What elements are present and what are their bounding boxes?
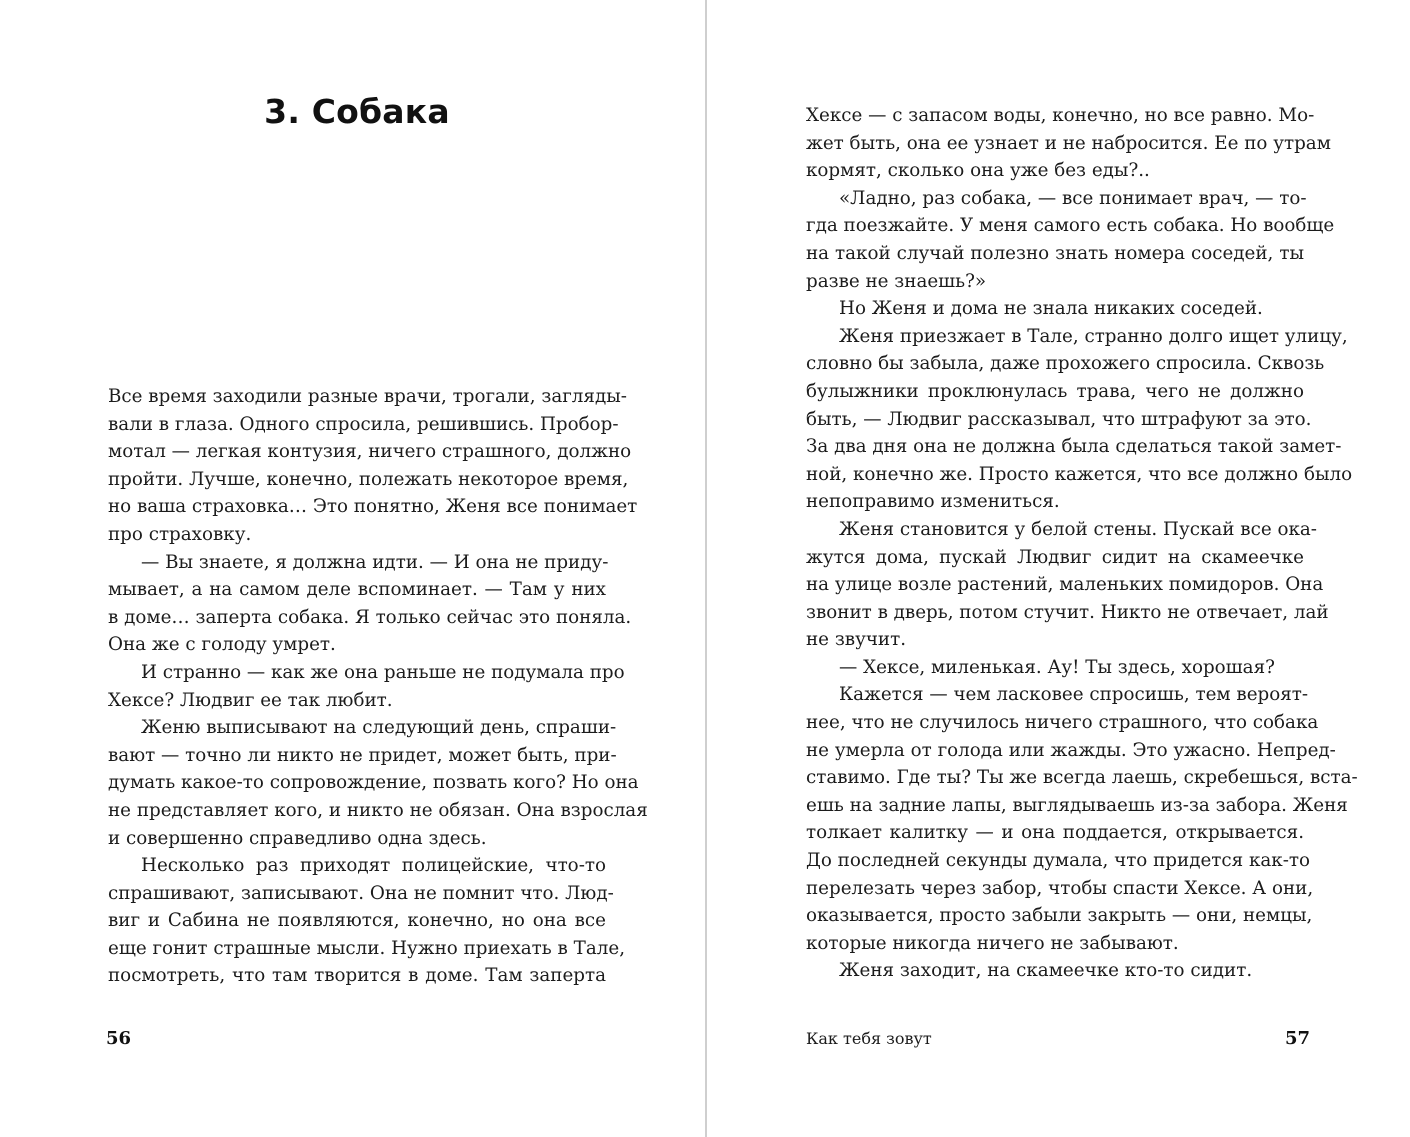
text-line: не представляет кого, и никто не обязан. Она взрослая xyxy=(108,799,648,821)
text-line: Женю выписывают на следующий день, спраши- xyxy=(141,717,617,739)
text-line: быть, — Людвиг рассказывал, что штрафуют за это. xyxy=(806,408,1312,430)
text-line: ставимо. Где ты? Ты же всегда лаешь, скребешься, вста- xyxy=(806,767,1358,789)
text-line: Она же с голоду умрет. xyxy=(108,634,336,656)
text-line: не звучит. xyxy=(806,629,907,651)
text-line: До последней секунды думала, что придется как-то xyxy=(806,850,1311,872)
text-line: не умерла от голода или жажды. Это ужасно. Непред- xyxy=(806,739,1336,761)
text-line: За два дня она не должна была сделаться такой замет- xyxy=(806,436,1342,458)
text-line: Кажется — чем ласковее спросишь, тем вероят- xyxy=(839,684,1309,706)
text-line: Женя приезжает в Тале, странно долго ищет улицу, xyxy=(839,325,1348,347)
text-line: но ваша страховка… Это понятно, Женя все понимает xyxy=(108,496,638,518)
text-line: и совершенно справедливо одна здесь. xyxy=(108,827,487,849)
text-line: разве не знаешь?» xyxy=(806,270,987,292)
text-line: жутся дома, пускай Людвиг сидит на скамеечке xyxy=(806,546,1304,568)
text-line: пройти. Лучше, конечно, полежать некоторое время, xyxy=(108,468,629,490)
text-line: которые никогда ничего не забывают. xyxy=(806,932,1179,954)
text-line: в доме… заперта собака. Я только сейчас это поняла. xyxy=(108,606,632,628)
text-line: Все время заходили разные врачи, трогали, загляды- xyxy=(108,386,627,407)
text-line: словно бы забыла, даже прохожего спросила. Сквозь xyxy=(806,353,1325,375)
text-line: булыжники проклюнулась трава, чего не должно xyxy=(806,380,1304,402)
text-line: виг и Сабина не появляются, конечно, но она все xyxy=(108,910,606,932)
text-line: — Хексе, миленькая. Ау! Ты здесь, хорошая? xyxy=(839,656,1275,678)
chapter-title: 3. Собака xyxy=(264,92,450,131)
running-title: Как тебя зовут xyxy=(806,1029,932,1048)
page-number-left: 56 xyxy=(106,1028,132,1049)
text-line: мывает, а на самом деле вспоминает. — Там у них xyxy=(108,579,606,601)
left-page-text xyxy=(108,383,648,990)
text-line: вали в глаза. Одного спросила, решившись. Пробор- xyxy=(108,413,619,435)
text-line: Но Женя и дома не знала никаких соседей. xyxy=(839,298,1263,320)
page-number-right: 57 xyxy=(1285,1028,1311,1049)
text-line: ешь на задние лапы, выглядываешь из-за забора. Женя xyxy=(806,794,1348,816)
text-line: на такой случай полезно знать номера соседей, ты xyxy=(806,242,1304,264)
text-line: — Вы знаете, я должна идти. — И она не приду- xyxy=(141,551,609,573)
right-page xyxy=(707,0,1410,1137)
text-line: толкает калитку — и она поддается, открывается. xyxy=(806,822,1304,844)
text-line: ной, конечно же. Просто кажется, что все должно было xyxy=(806,463,1353,485)
text-line: нее, что не случилось ничего страшного, что собака xyxy=(806,712,1319,734)
text-line: мотал — легкая контузия, ничего страшного, должно xyxy=(108,441,632,463)
text-line: перелезать через забор, чтобы спасти Хексе. А они, xyxy=(806,877,1314,899)
text-line: Несколько раз приходят полицейские, что-то xyxy=(141,855,606,877)
text-line: И странно — как же она раньше не подумала про xyxy=(141,661,625,683)
text-line: думать какое-то сопровождение, позвать кого? Но она xyxy=(108,772,639,794)
text-line: гда поезжайте. У меня самого есть собака. Но вообще xyxy=(806,215,1335,237)
text-line: жет быть, она ее узнает и не набросится. Ее по утрам xyxy=(806,132,1331,154)
text-line: вают — точно ли никто не придет, может быть, при- xyxy=(108,744,617,766)
text-line: еще гонит страшные мысли. Нужно приехать в Тале, xyxy=(108,937,625,959)
text-line: на улице возле растений, маленьких помидоров. Она xyxy=(806,574,1324,596)
text-line: Женя заходит, на скамеечке кто-то сидит. xyxy=(839,960,1253,982)
text-line: непоправимо измениться. xyxy=(806,491,1060,513)
text-line: кормят, сколько она уже без еды?.. xyxy=(806,160,1150,182)
text-line: посмотреть, что там творится в доме. Там заперта xyxy=(108,965,606,987)
text-line: «Ладно, раз собака, — все понимает врач, — то- xyxy=(839,187,1307,209)
text-line: спрашивают, записывают. Она не помнит что. Люд- xyxy=(108,882,614,904)
text-line: оказывается, просто забыли закрыть — они, немцы, xyxy=(806,905,1313,927)
text-line: Женя становится у белой стены. Пускай все ока- xyxy=(839,518,1317,540)
text-line: Хексе — с запасом воды, конечно, но все равно. Мо- xyxy=(806,105,1315,126)
text-line: Хексе? Людвиг ее так любит. xyxy=(108,689,393,711)
text-line: про страховку. xyxy=(108,523,252,545)
text-line: звонит в дверь, потом стучит. Никто не отвечает, лай xyxy=(806,601,1329,623)
right-page-text xyxy=(806,102,1358,985)
